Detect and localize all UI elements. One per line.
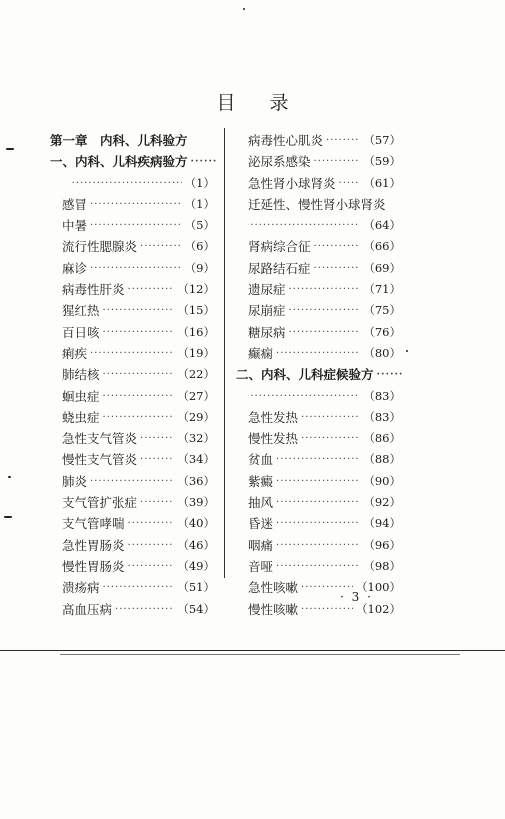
scan-mark	[406, 350, 408, 352]
toc-entry-label: 急性支气管炎	[62, 431, 138, 447]
leader-dots	[115, 599, 174, 620]
leader-dots	[314, 151, 361, 172]
leader-dots	[103, 322, 175, 343]
toc-entry	[236, 173, 401, 194]
toc-entry-label: 急性胃肠炎	[62, 537, 125, 553]
toc-page-number: （102）	[356, 601, 401, 616]
toc-page-number: （64）	[363, 218, 401, 233]
leader-dots	[103, 364, 175, 385]
toc-entry	[50, 343, 215, 364]
toc-entry-label: 中暑	[62, 218, 88, 234]
toc-left-column	[50, 130, 215, 620]
leader-dots	[103, 407, 175, 428]
leader-dots	[276, 492, 360, 513]
toc-page-number: （100）	[356, 580, 401, 595]
toc-entry-label: 贫血	[248, 452, 274, 468]
toc-page-number: （34）	[177, 452, 215, 467]
toc-page-number: （76）	[363, 324, 401, 339]
bottom-rule-secondary	[60, 654, 460, 655]
leader-dots	[128, 556, 175, 577]
bottom-rule	[0, 650, 505, 651]
toc-entry-label: 蛔虫症	[62, 388, 100, 404]
toc-page-number: （1）	[184, 196, 215, 211]
toc-entry-label: 感冒	[62, 196, 88, 212]
scan-mark	[6, 148, 14, 150]
leader-dots	[128, 513, 175, 534]
toc-entry-label: 慢性咳嗽	[248, 601, 299, 617]
toc-entry	[236, 556, 401, 577]
leader-dots	[103, 386, 175, 407]
toc-entry	[50, 492, 215, 513]
toc-entry	[50, 449, 215, 470]
toc-entry-wrap	[236, 194, 401, 215]
leader-dots	[90, 343, 174, 364]
leader-dots	[339, 173, 361, 194]
toc-entry	[50, 577, 215, 598]
toc-page-number: （22）	[177, 367, 215, 382]
leader-dots	[103, 577, 175, 598]
toc-entry-label: 尿崩症	[248, 303, 286, 319]
toc-page-number: （1）	[184, 175, 215, 190]
toc-entry	[50, 599, 215, 620]
toc-entry-label: 肺结核	[62, 367, 100, 383]
toc-entry	[50, 322, 215, 343]
toc-entry-label: 流行性腮腺炎	[62, 239, 138, 255]
toc-entry-label: 病毒性肝炎	[62, 282, 125, 298]
leader-dots	[103, 300, 175, 321]
leader-dots	[289, 300, 361, 321]
toc-page-number: （71）	[363, 282, 401, 297]
toc-entry	[50, 258, 215, 279]
toc-entry-label: 百日咳	[62, 324, 100, 340]
toc-entry	[50, 471, 215, 492]
leader-dots	[276, 535, 360, 556]
toc-page-number: （96）	[363, 537, 401, 552]
toc-page-number: （5）	[184, 218, 215, 233]
toc-entry	[50, 428, 215, 449]
toc-entry-label: 急性咳嗽	[248, 580, 299, 596]
toc-chapter	[50, 130, 215, 151]
toc-entry	[50, 364, 215, 385]
leader-dots	[128, 535, 175, 556]
toc-entry	[236, 449, 401, 470]
scan-mark	[4, 516, 12, 518]
toc-entry-label: 急性肾小球肾炎	[248, 175, 336, 191]
toc-entry	[50, 407, 215, 428]
toc-page-number: （94）	[363, 516, 401, 531]
toc-page-number: （98）	[363, 558, 401, 573]
leader-dots	[289, 322, 361, 343]
page-number: · 3 ·	[340, 590, 373, 604]
toc-page-number: （27）	[177, 388, 215, 403]
leader-dots	[276, 343, 360, 364]
toc-entry-label: 肾病综合征	[248, 239, 311, 255]
toc-entry	[50, 215, 215, 236]
toc-entry	[236, 492, 401, 513]
toc-page-number: （54）	[177, 601, 215, 616]
toc-page-number: （49）	[177, 558, 215, 573]
scan-mark	[243, 8, 245, 10]
toc-page-number: （29）	[177, 409, 215, 424]
toc-page-number: （9）	[184, 260, 215, 275]
toc-entry	[236, 322, 401, 343]
toc-page-number: （19）	[177, 345, 215, 360]
toc-page-number: （61）	[363, 175, 401, 190]
toc-page-number: （51）	[177, 580, 215, 595]
toc-entry-label: 慢性支气管炎	[62, 452, 138, 468]
toc-entry-label: 抽风	[248, 495, 274, 511]
leader-dots	[90, 258, 182, 279]
toc-entry-label: 泌尿系感染	[248, 154, 311, 170]
toc-page-number: （46）	[177, 537, 215, 552]
toc-entry	[236, 535, 401, 556]
leader-dots	[276, 513, 360, 534]
toc-entry	[236, 258, 401, 279]
leader-dots	[301, 428, 360, 449]
toc-entry	[236, 599, 401, 620]
toc-page-number: （90）	[363, 473, 401, 488]
toc-entry	[236, 236, 401, 257]
toc-entry-label: 慢性胃肠炎	[62, 558, 125, 574]
toc-entry-label: 猩红热	[62, 303, 100, 319]
leader-dots	[140, 449, 174, 470]
toc-entry-label: 迁延性、慢性肾小球肾炎	[248, 196, 386, 212]
toc-entry	[50, 194, 215, 215]
toc-page-number: （40）	[177, 516, 215, 531]
toc-entry-label: 音哑	[248, 558, 274, 574]
leader-dots	[289, 279, 361, 300]
toc-entry	[236, 471, 401, 492]
toc-entry	[236, 343, 401, 364]
leader-dots	[314, 236, 361, 257]
toc-section	[50, 151, 215, 172]
toc-page-number: （16）	[177, 324, 215, 339]
leader-dots	[191, 151, 217, 172]
toc-entry-label: 慢性发热	[248, 431, 299, 447]
toc-page-number: （39）	[177, 495, 215, 510]
leader-dots	[90, 194, 182, 215]
toc-entry-label: 高血压病	[62, 601, 113, 617]
toc-page-number: （32）	[177, 431, 215, 446]
toc-entry-label: 癫痫	[248, 345, 274, 361]
toc-entry-label: 尿路结石症	[248, 260, 311, 276]
toc-page-number: （66）	[363, 239, 401, 254]
toc-entry-label: 溃疡病	[62, 580, 100, 596]
toc-continuation	[236, 386, 401, 407]
toc-heading-label: 二、内科、儿科症候验方	[236, 367, 374, 383]
toc-entry-label: 糖尿病	[248, 324, 286, 340]
page-title: 目 录	[216, 92, 303, 114]
leader-dots	[276, 556, 360, 577]
toc-entry	[50, 513, 215, 534]
toc-continuation	[50, 173, 215, 194]
leader-dots	[326, 130, 360, 151]
leader-dots	[314, 258, 361, 279]
toc-entry	[236, 407, 401, 428]
toc-entry-label: 支气管扩张症	[62, 495, 138, 511]
leader-dots	[276, 471, 360, 492]
toc-page-number: （92）	[363, 495, 401, 510]
toc-entry-label: 紫癜	[248, 473, 274, 489]
toc-page-number: （36）	[177, 473, 215, 488]
toc-heading-label: 第一章 内科、儿科验方	[50, 133, 188, 148]
toc-page-number: （88）	[363, 452, 401, 467]
toc-entry-label: 昏迷	[248, 516, 274, 532]
toc-entry	[50, 556, 215, 577]
toc-page-number: （80）	[363, 345, 401, 360]
toc-page-number: （83）	[363, 409, 401, 424]
toc-heading-label: 一、内科、儿科疾病验方	[50, 154, 188, 170]
leader-dots	[72, 173, 182, 194]
toc-page-number: （6）	[184, 239, 215, 254]
toc-page-number: （69）	[363, 260, 401, 275]
toc-right-column	[236, 130, 401, 620]
toc-entry-label: 咽痛	[248, 537, 274, 553]
toc-entry-label: 支气管哮喘	[62, 516, 125, 532]
leader-dots	[90, 471, 174, 492]
toc-page-number: （86）	[363, 431, 401, 446]
toc-page-number: （12）	[177, 282, 215, 297]
toc-entry	[236, 513, 401, 534]
column-divider	[224, 128, 225, 578]
toc-entry	[236, 151, 401, 172]
toc-entry	[236, 428, 401, 449]
leader-dots	[301, 407, 360, 428]
leader-dots	[276, 449, 360, 470]
toc-page-number: （57）	[363, 133, 401, 147]
toc-entry	[50, 236, 215, 257]
toc-entry-label: 遗尿症	[248, 282, 286, 298]
toc-entry	[50, 535, 215, 556]
toc-entry	[50, 386, 215, 407]
leader-dots	[377, 364, 403, 385]
toc-page-number: （83）	[363, 388, 401, 403]
leader-dots	[128, 279, 175, 300]
toc-page-number: （59）	[363, 154, 401, 169]
leader-dots	[140, 428, 174, 449]
toc-entry-label: 病毒性心肌炎	[248, 133, 324, 148]
toc-entry-label: 急性发热	[248, 409, 299, 425]
toc-entry	[236, 577, 401, 598]
toc-page-number: （75）	[363, 303, 401, 318]
toc-page-number: （15）	[177, 303, 215, 318]
toc-continuation	[236, 215, 401, 236]
toc-entry	[236, 130, 401, 151]
toc-entry-label: 麻诊	[62, 260, 88, 276]
toc-entry-label: 蛲虫症	[62, 409, 100, 425]
toc-entry	[236, 300, 401, 321]
leader-dots	[140, 236, 182, 257]
toc-entry	[50, 300, 215, 321]
toc-section	[236, 364, 401, 385]
leader-dots	[250, 215, 360, 236]
leader-dots	[140, 492, 174, 513]
toc-entry-label: 痢疾	[62, 345, 88, 361]
toc-entry	[50, 279, 215, 300]
leader-dots	[90, 215, 182, 236]
leader-dots	[250, 386, 360, 407]
toc-entry	[236, 279, 401, 300]
toc-entry-label: 肺炎	[62, 473, 88, 489]
scan-mark	[8, 476, 11, 478]
